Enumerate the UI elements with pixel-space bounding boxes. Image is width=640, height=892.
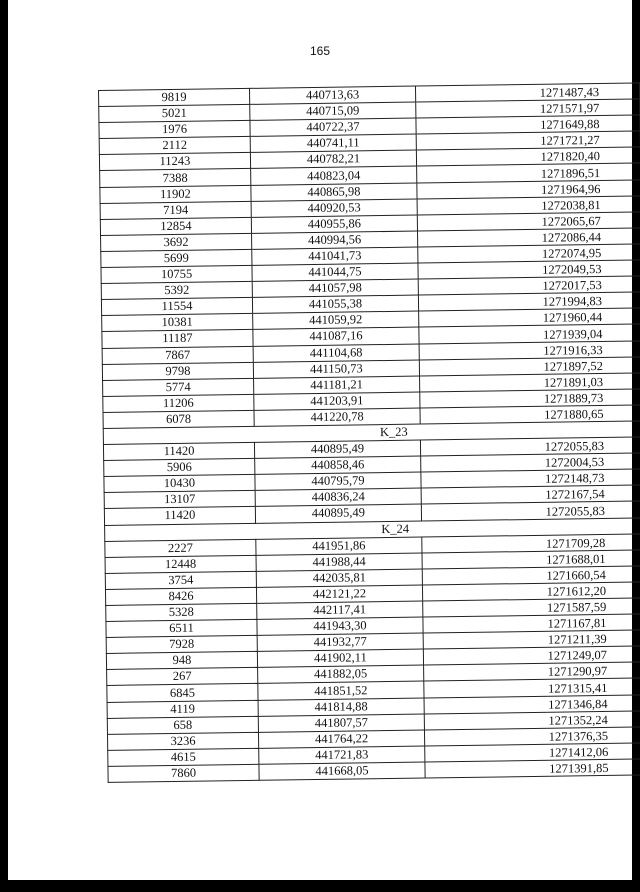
y-coordinate-cell: 1271896,51 [417,163,640,182]
x-coordinate-cell: 441041,73 [252,247,418,265]
x-coordinate-cell: 440715,09 [250,102,416,120]
x-coordinate-cell: 441087,16 [253,327,419,345]
x-coordinate-cell: 441943,30 [257,617,423,635]
x-coordinate-cell: 441932,77 [257,633,423,651]
y-coordinate-cell: 1271688,01 [422,550,640,569]
x-coordinate-cell: 442121,22 [256,585,422,603]
point-id-cell: 6078 [103,410,254,428]
y-coordinate-cell: 1271391,85 [425,759,640,778]
x-coordinate-cell: 442035,81 [256,569,422,587]
y-coordinate-cell: 1272055,83 [421,501,640,520]
y-coordinate-cell: 1271649,88 [416,115,640,134]
point-id-cell: 6511 [106,619,257,637]
y-coordinate-cell: 1271939,04 [419,324,640,343]
point-id-cell: 658 [107,716,258,734]
y-coordinate-cell: 1271352,24 [424,711,640,730]
y-coordinate-cell: 1271376,35 [424,727,640,746]
y-coordinate-cell: 1271249,07 [423,646,640,665]
y-coordinate-cell: 1271994,83 [418,292,640,311]
point-id-cell: 11554 [101,298,252,316]
coordinates-table [98,82,640,783]
point-id-cell: 4119 [107,700,258,718]
point-id-cell: 13107 [104,491,255,509]
x-coordinate-cell: 441988,44 [256,553,422,571]
y-coordinate-cell: 1272038,81 [417,196,640,215]
y-coordinate-cell: 1272004,53 [421,453,640,472]
point-id-cell: 11187 [102,330,253,348]
x-coordinate-cell: 440994,56 [252,231,418,249]
point-id-cell: 7194 [100,201,251,219]
y-coordinate-cell: 1272065,67 [417,212,640,231]
point-id-cell: 11243 [99,153,250,171]
x-coordinate-cell: 441220,78 [254,408,420,426]
point-id-cell: 267 [107,668,258,686]
point-id-cell: 11206 [103,394,254,412]
x-coordinate-cell: 440722,37 [250,118,416,136]
x-coordinate-cell: 440741,11 [250,134,416,152]
y-coordinate-cell: 1271880,65 [420,405,640,424]
x-coordinate-cell: 441764,22 [258,730,424,748]
x-coordinate-cell: 440955,86 [251,215,417,233]
page-number: 165 [309,44,331,58]
section-label: K_23 [103,421,640,445]
x-coordinate-cell: 441150,73 [253,360,419,378]
point-id-cell: 4615 [108,748,259,766]
y-coordinate-cell: 1271612,20 [422,582,640,601]
x-coordinate-cell: 441104,68 [253,344,419,362]
point-id-cell: 11420 [104,507,255,525]
y-coordinate-cell: 1271889,73 [420,389,640,408]
y-coordinate-cell: 1271290,97 [424,662,640,681]
y-coordinate-cell: 1272086,44 [417,228,640,247]
y-coordinate-cell: 1271660,54 [422,566,640,585]
x-coordinate-cell: 441851,52 [258,681,424,699]
x-coordinate-cell: 441814,88 [258,698,424,716]
point-id-cell: 11902 [100,185,251,203]
section-label: K_24 [105,517,640,541]
point-id-cell: 6845 [107,684,258,702]
x-coordinate-cell: 440858,46 [255,456,421,474]
x-coordinate-cell: 441668,05 [259,762,425,780]
x-coordinate-cell: 441807,57 [258,714,424,732]
x-coordinate-cell: 441057,98 [252,279,418,297]
point-id-cell: 5774 [103,378,254,396]
point-id-cell: 9798 [102,362,253,380]
x-coordinate-cell: 440920,53 [251,199,417,217]
y-coordinate-cell: 1271315,41 [424,678,640,697]
x-coordinate-cell: 441721,83 [259,746,425,764]
x-coordinate-cell: 441951,86 [256,537,422,555]
y-coordinate-cell: 1272055,83 [420,437,640,456]
y-coordinate-cell: 1271487,43 [415,83,639,102]
y-coordinate-cell: 1271571,97 [416,99,640,118]
y-coordinate-cell: 1272049,53 [418,260,640,279]
y-coordinate-cell: 1271587,59 [423,598,640,617]
point-id-cell: 1976 [99,121,250,139]
point-id-cell: 3754 [105,571,256,589]
y-coordinate-cell: 1271897,52 [419,357,640,376]
point-id-cell: 5699 [101,249,252,267]
point-id-cell: 12854 [100,217,251,235]
point-id-cell: 11420 [103,442,254,460]
point-id-cell: 7860 [108,764,259,782]
y-coordinate-cell: 1272167,54 [421,485,640,504]
x-coordinate-cell: 440895,49 [255,504,421,522]
y-coordinate-cell: 1271721,27 [416,131,640,150]
x-coordinate-cell: 441882,05 [258,665,424,683]
point-id-cell: 7867 [102,346,253,364]
coordinates-table-body [99,83,640,783]
x-coordinate-cell: 441044,75 [252,263,418,281]
y-coordinate-cell: 1271167,81 [423,614,640,633]
x-coordinate-cell: 440865,98 [251,183,417,201]
point-id-cell: 10755 [101,265,252,283]
point-id-cell: 5328 [106,603,257,621]
y-coordinate-cell: 1271916,33 [419,340,640,359]
x-coordinate-cell: 441055,38 [252,295,418,313]
y-coordinate-cell: 1271891,03 [420,373,640,392]
point-id-cell: 5906 [104,459,255,477]
point-id-cell: 9819 [99,88,250,106]
point-id-cell: 2227 [105,539,256,557]
point-id-cell: 10381 [102,314,253,332]
y-coordinate-cell: 1271211,39 [423,630,640,649]
point-id-cell: 3236 [107,732,258,750]
y-coordinate-cell: 1271964,96 [417,179,640,198]
x-coordinate-cell: 441203,91 [254,392,420,410]
y-coordinate-cell: 1271412,06 [425,743,640,762]
x-coordinate-cell: 440795,79 [255,472,421,490]
x-coordinate-cell: 440823,04 [251,167,417,185]
y-coordinate-cell: 1272148,73 [421,469,640,488]
x-coordinate-cell: 441902,11 [257,649,423,667]
x-coordinate-cell: 441059,92 [253,311,419,329]
y-coordinate-cell: 1271709,28 [422,534,640,553]
y-coordinate-cell: 1271960,44 [419,308,640,327]
y-coordinate-cell: 1271346,84 [424,694,640,713]
point-id-cell: 5021 [99,104,250,122]
x-coordinate-cell: 441181,21 [254,376,420,394]
point-id-cell: 7928 [106,636,257,654]
document-page [8,0,632,880]
point-id-cell: 12448 [105,555,256,573]
point-id-cell: 7388 [100,169,251,187]
point-id-cell: 10430 [104,475,255,493]
point-id-cell: 5392 [101,281,252,299]
point-id-cell: 948 [106,652,257,670]
y-coordinate-cell: 1271820,40 [416,147,640,166]
x-coordinate-cell: 440782,21 [250,150,416,168]
x-coordinate-cell: 440895,49 [254,440,420,458]
point-id-cell: 8426 [105,587,256,605]
x-coordinate-cell: 440713,63 [249,86,415,104]
x-coordinate-cell: 442117,41 [257,601,423,619]
x-coordinate-cell: 440836,24 [255,488,421,506]
point-id-cell: 3692 [101,233,252,251]
y-coordinate-cell: 1272017,53 [418,276,640,295]
y-coordinate-cell: 1272074,95 [418,244,640,263]
point-id-cell: 2112 [99,137,250,155]
